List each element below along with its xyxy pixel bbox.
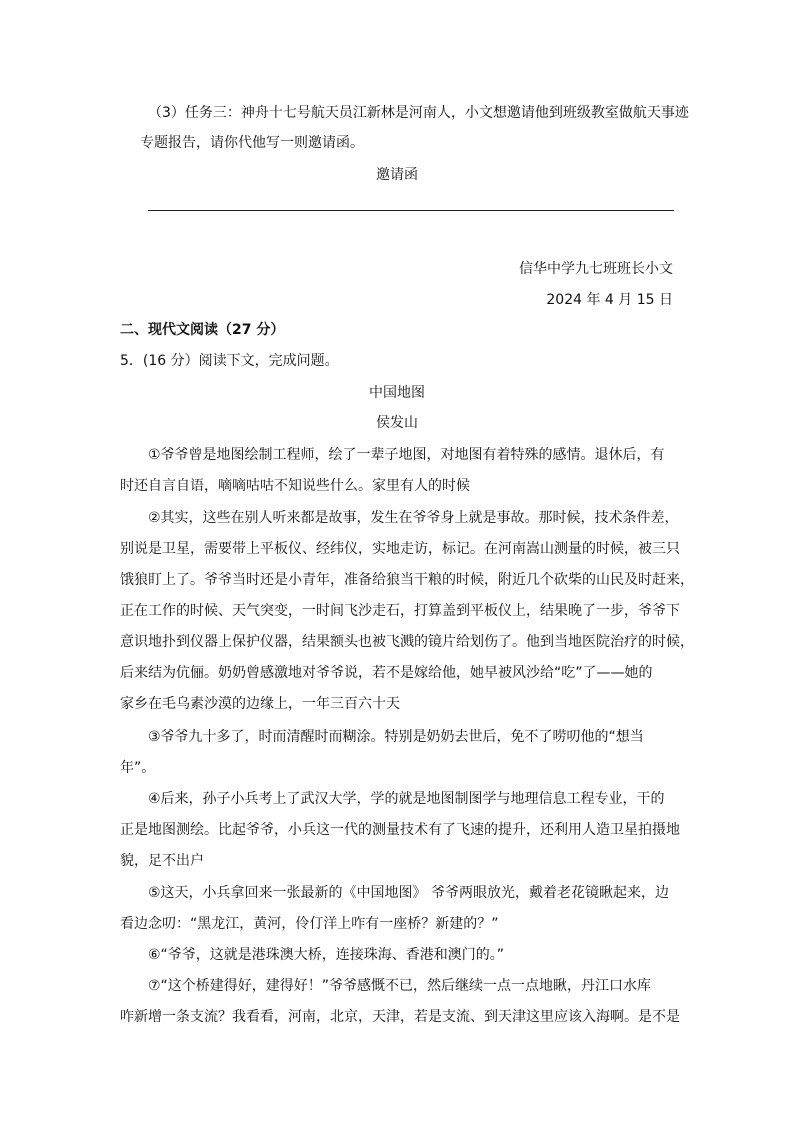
paragraph-line: 家乡在毛乌素沙漠的边缘上，一年三百六十天 bbox=[120, 696, 400, 712]
paragraph-line: 饿狼盯上了。爷爷当时还是小青年，准备给狼当干粮的时候，附近几个砍柴的山民及时赶来， bbox=[120, 572, 694, 588]
paragraph-line: ③爷爷九十多了，时而清醒时而糊涂。特别是奶奶去世后，免不了唠叨他的“想当 bbox=[148, 729, 644, 745]
writing-line bbox=[148, 210, 674, 211]
letter-signature: 信华中学九七班班长小文 bbox=[519, 261, 673, 277]
task3-line-1: （3）任务三：神舟十七号航天员江新林是河南人，小文想邀请他到班级教室做航天事迹 bbox=[148, 105, 689, 121]
task3-line-2: 专题报告，请你代他写一则邀请函。 bbox=[140, 135, 364, 151]
article-title: 中国地图 bbox=[369, 385, 425, 401]
paragraph-line: 年”。 bbox=[120, 760, 156, 776]
paragraph-line: 时还自言自语，嘀嘀咕咕不知说些什么。家里有人的时候 bbox=[120, 478, 470, 494]
paragraph-line: ②其实，这些在别人听来都是故事，发生在爷爷身上就是事故。那时候，技术条件差， bbox=[148, 510, 679, 526]
paragraph-line: 后来结为伉俪。奶奶曾感激地对爷爷说，若不是嫁给他，她早被风沙给“吃”了——她的 bbox=[120, 665, 653, 681]
paragraph-line: 别说是卫星，需要带上平板仪、经纬仪，实地走访，标记。在河南嵩山测量的时候，被三只 bbox=[120, 541, 680, 557]
paragraph-line: ⑦“这个桥建得好，建得好！”爷爷感慨不已，然后继续一点一点地瞅，丹江口水库 bbox=[148, 978, 652, 994]
question-prompt: 5．(16 分）阅读下文，完成问题。 bbox=[120, 353, 339, 369]
letter-title: 邀请函 bbox=[376, 167, 418, 183]
paragraph-line: 正是地图测绘。比起爷爷，小兵这一代的测量技术有了飞速的提升，还利用人造卫星拍摄地 bbox=[120, 822, 680, 838]
article-author: 侯发山 bbox=[376, 415, 418, 431]
paragraph-line: ①爷爷曾是地图绘制工程师，绘了一辈子地图，对地图有着特殊的感情。退休后，有 bbox=[148, 447, 665, 463]
paragraph-line: ⑥“爷爷，这就是港珠澳大桥，连接珠海、香港和澳门的。” bbox=[148, 947, 505, 963]
paragraph-line: 正在工作的时候、天气突变，一时间飞沙走石，打算盖到平板仪上，结果晚了一步，爷爷下 bbox=[120, 603, 680, 619]
paragraph-line: ⑤这天，小兵拿回来一张最新的《中国地图》 爷爷两眼放光，戴着老花镜瞅起来，边 bbox=[148, 885, 669, 901]
paragraph-line: ④后来，孙子小兵考上了武汉大学，学的就是地图制图学与地理信息工程专业，干的 bbox=[148, 791, 665, 807]
paragraph-line: 咋新增一条支流？我看看，河南，北京，天津，若是支流、到天津这里应该入海啊。是不是 bbox=[120, 1009, 680, 1025]
section-heading: 二、现代文阅读（27 分） bbox=[120, 322, 285, 338]
paragraph-line: 貌，足不出户 bbox=[120, 853, 204, 869]
letter-date: 2024 年 4 月 15 日 bbox=[546, 292, 673, 308]
paragraph-line: 看边念叨：“黑龙江，黄河，伶仃洋上咋有一座桥？新建的？” bbox=[120, 916, 499, 932]
paragraph-line: 意识地扑到仪器上保护仪器，结果额头也被飞溅的镜片给划伤了。他到当地医院治疗的时候， bbox=[120, 634, 694, 650]
